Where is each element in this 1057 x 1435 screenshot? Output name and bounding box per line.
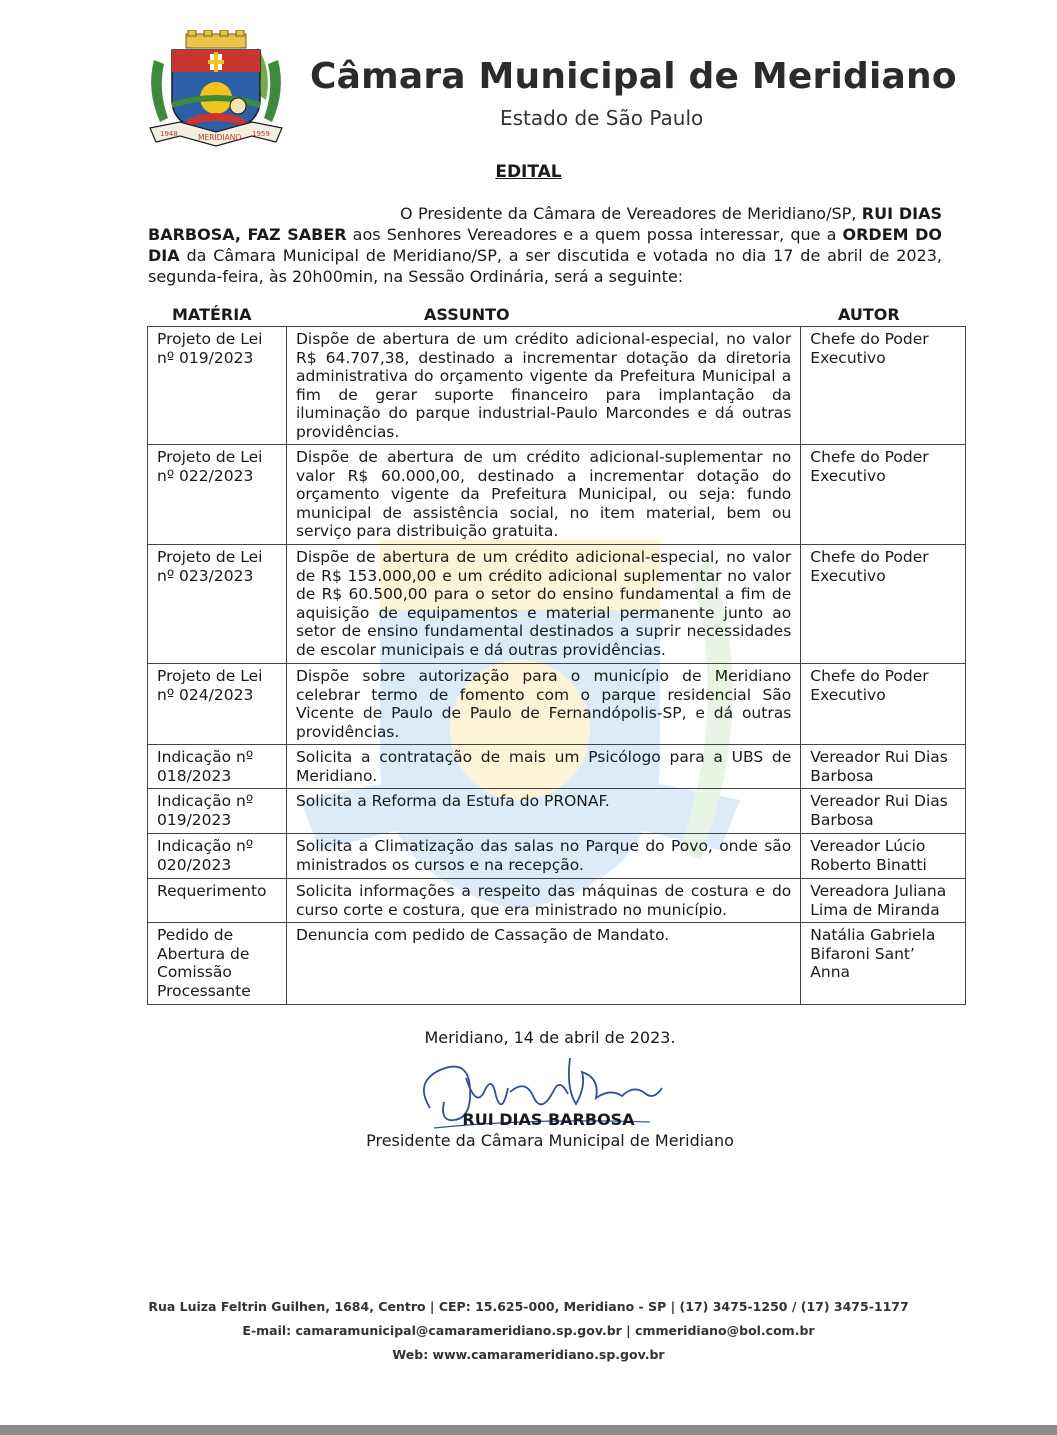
cell-materia: Indicação nº 018/2023 [148,745,287,789]
crest-year-right: 1959 [252,130,270,138]
organization-name: Câmara Municipal de Meridiano [310,56,957,97]
cell-assunto: Dispõe de abertura de um crédito adicional-suplementar no valor R$ 60.000,00, destinado a incrementar dotação do orçamento vigente da Prefeitura Municipal, ou seja: fundo municipal de assistência social, no item material, bem ou serviço para distribuição gratuita. [286,445,800,545]
cell-materia: Projeto de Lei nº 023/2023 [148,545,287,664]
signer-role: Presidente da Câmara Municipal de Meridiano [366,1131,734,1150]
cell-autor: Vereador Lúcio Roberto Binatti [801,834,966,879]
table-row [148,923,966,1005]
table-row [148,789,966,834]
agenda-table [147,326,966,1005]
cell-assunto: Denuncia com pedido de Cassação de Mandato. [286,923,800,1005]
cell-autor: Chefe do Poder Executivo [801,445,966,545]
cell-materia: Requerimento [148,879,287,923]
table-row [148,445,966,545]
intro-text-3: da Câmara Municipal de Meridiano/SP, a ser discutida e votada no dia 17 de abril de 2023, segunda-feira, às 20h00min, na Sessão Ordinária, será a seguinte: [148,246,942,286]
table-row [148,545,966,664]
table-row [148,327,966,445]
table-row [148,834,966,879]
table-row [148,745,966,789]
table-row [148,664,966,745]
column-header-autor: AUTOR [838,305,900,324]
column-header-assunto: ASSUNTO [424,305,510,324]
cell-autor: Vereadora Juliana Lima de Miranda [801,879,966,923]
crest-ribbon-text: MERIDIANO [198,133,242,142]
intro-paragraph [148,203,942,287]
cell-autor: Chefe do Poder Executivo [801,327,966,445]
cell-materia: Projeto de Lei nº 019/2023 [148,327,287,445]
cell-materia: Indicação nº 019/2023 [148,789,287,834]
cell-assunto: Solicita informações a respeito das máquinas de costura e do curso corte e costura, que era ministrado no município. [286,879,800,923]
crest-year-left: 1948 [160,130,178,138]
cell-assunto: Solicita a Reforma da Estufa do PRONAF. [286,789,800,834]
intro-bold-ordem: ORDEM DO DIA [148,225,943,265]
cell-assunto: Dispõe sobre autorização para o município de Meridiano celebrar termo de fomento com o parque residencial São Vicente de Paulo de Paulo de Fernandópolis-SP, e dá outras providências. [286,664,800,745]
cell-assunto: Solicita a Climatização das salas no Parque do Povo, onde são ministrados os cursos e na recepção. [286,834,800,879]
column-header-materia: MATÉRIA [172,305,252,324]
footer-email: E-mail: camaramunicipal@camarameridiano.sp.gov.br | cmmeridiano@bol.com.br [242,1323,815,1338]
cell-autor: Vereador Rui Dias Barbosa [801,789,966,834]
cell-autor: Natália Gabriela Bifaroni Sant’ Anna [801,923,966,1005]
cell-materia: Projeto de Lei nº 024/2023 [148,664,287,745]
organization-state: Estado de São Paulo [500,106,704,130]
footer-website: Web: www.camarameridiano.sp.gov.br [392,1347,665,1362]
signer-name: RUI DIAS BARBOSA [462,1110,635,1129]
municipal-crest-seal [146,30,286,150]
footer-address: Rua Luiza Feltrin Guilhen, 1684, Centro | CEP: 15.625-000, Meridiano - SP | (17) 3475-1250 / (17) 3475-1177 [148,1299,909,1314]
intro-text-2: aos Senhores Vereadores e a quem possa interessar, que a [346,225,843,244]
place-date: Meridiano, 14 de abril de 2023. [424,1028,676,1047]
cell-autor: Chefe do Poder Executivo [801,664,966,745]
cell-assunto: Dispõe de abertura de um crédito adicional-especial, no valor R$ 64.707,38, destinado a incrementar dotação da diretoria administrativa do orçamento vigente da Prefeitura Municipal a fim de gerar suporte financeiro para implantação da iluminação do parque industrial-Paulo Marcondes e dá outras providências. [286,327,800,445]
cell-autor: Chefe do Poder Executivo [801,545,966,664]
scan-edge-bar [0,1425,1057,1435]
cell-materia: Indicação nº 020/2023 [148,834,287,879]
intro-text-1: O Presidente da Câmara de Vereadores de Meridiano/SP, [400,204,862,223]
cell-materia: Projeto de Lei nº 022/2023 [148,445,287,545]
table-row [148,879,966,923]
document-title: EDITAL [495,162,562,182]
cell-autor: Vereador Rui Dias Barbosa [801,745,966,789]
intro-bold-name: RUI DIAS BARBOSA, FAZ SABER [148,204,943,244]
cell-materia: Pedido de Abertura de Comissão Processante [148,923,287,1005]
cell-assunto: Solicita a contratação de mais um Psicólogo para a UBS de Meridiano. [286,745,800,789]
cell-assunto: Dispõe de abertura de um crédito adicional-especial, no valor de R$ 153.000,00 e um crédito adicional suplementar no valor de R$ 60.500,00 para o setor do ensino fundamental a fim de aquisição de equipamentos e material permanente junto ao setor de ensino fundamental destinados a suprir necessidades de escolar municipais e dá outras providências. [286,545,800,664]
